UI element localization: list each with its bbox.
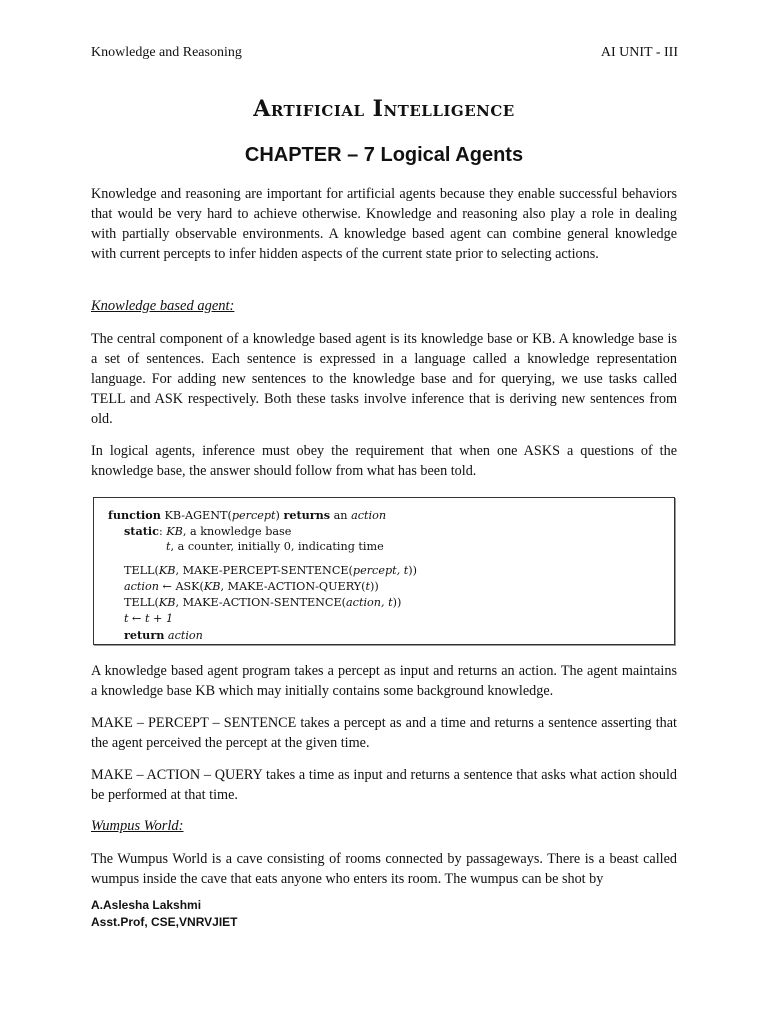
- algo-line-function: function KB-AGENT(percept) returns an action: [108, 508, 387, 522]
- algo-line-tell-percept: TELL(KB, MAKE-PERCEPT-SENTENCE(percept, t)): [124, 564, 417, 577]
- header-right: AI UNIT - III: [600, 45, 678, 60]
- logical-agents-paragraph: In logical agents, inference must obey the requirement that when one ASKS a questions of the knowledge base, the answer should follow from what has been told.: [91, 443, 677, 479]
- algo-line-counter: t, a counter, initially 0, indicating time: [166, 540, 384, 553]
- make-action-paragraph: MAKE – ACTION – QUERY takes a time as input and returns a sentence that asks what action should be performed at that time.: [91, 767, 677, 803]
- wumpus-paragraph: The Wumpus World is a cave consisting of rooms connected by passageways. There is a beast called wumpus inside the cave that eats anyone who enters its room. The wumpus can be shot by: [91, 851, 677, 887]
- algo-line-increment: t ← t + 1: [124, 612, 174, 625]
- kb-central-paragraph: The central component of a knowledge based agent is its knowledge base or KB. A knowledge base is a set of sentences. Each sentence is expressed in a language called a knowledge representation language. For adding new sentences to the knowledge base and for querying, we use tasks called TELL and ASK respectively. Both these tasks involve inference that is deriving new sentences from old.: [91, 331, 677, 427]
- algo-line-tell-action: TELL(KB, MAKE-ACTION-SENTENCE(action, t)): [124, 596, 402, 609]
- document-title: Artificial Intelligence: [253, 96, 515, 122]
- agent-program-paragraph: A knowledge based agent program takes a percept as input and returns an action. The agent maintains a knowledge base KB which may initially contains some background knowledge.: [91, 663, 677, 699]
- kb-agent-algorithm-box: [93, 497, 675, 645]
- kb-agent-heading: Knowledge based agent:: [91, 298, 235, 314]
- algo-line-return: return action: [124, 628, 203, 642]
- algo-line-static: static: KB, a knowledge base: [124, 524, 292, 538]
- intro-paragraph: Knowledge and reasoning are important for artificial agents because they enable successful behaviors that would be very hard to achieve otherwise. Knowledge and reasoning also play a role in dealing with partially observable environments. A knowledge based agent can combine general knowledge with current percepts to infer hidden aspects of the current state prior to selecting actions.: [91, 186, 677, 262]
- chapter-title: CHAPTER – 7 Logical Agents: [244, 144, 524, 166]
- header-left: Knowledge and Reasoning: [91, 45, 242, 60]
- make-percept-paragraph: MAKE – PERCEPT – SENTENCE takes a percept as and a time and returns a sentence asserting that the agent perceived the percept at the given time.: [91, 715, 677, 751]
- algo-line-ask: action ← ASK(KB, MAKE-ACTION-QUERY(t)): [124, 580, 379, 593]
- footer-author: A.Aslesha Lakshmi: [91, 898, 202, 912]
- footer-author-block: [91, 897, 237, 931]
- wumpus-world-heading: Wumpus World:: [91, 818, 184, 834]
- footer-role: Asst.Prof, CSE,VNRVJIET: [91, 915, 238, 929]
